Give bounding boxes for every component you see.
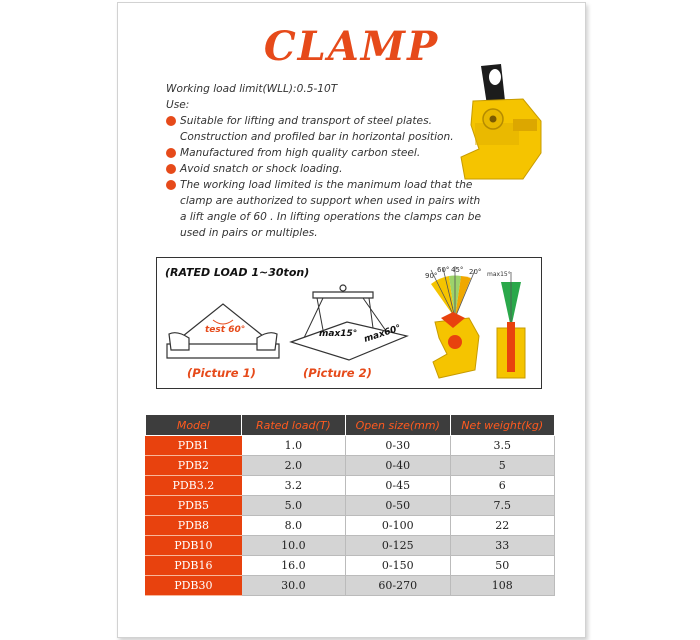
table-row — [146, 536, 555, 556]
left-clamp — [169, 333, 189, 350]
open-size-cell: 0-50 — [346, 496, 451, 516]
angle-label: 20° — [469, 268, 482, 276]
table-row — [146, 556, 555, 576]
table-row — [146, 476, 555, 496]
model-cell: PDB2 — [146, 456, 242, 476]
net-weight-cell: 3.5 — [450, 436, 554, 456]
picture2-label: (Picture 2) — [303, 366, 372, 380]
angle-label: 90° — [425, 272, 438, 280]
open-size-cell: 0-100 — [346, 516, 451, 536]
rated-load-cell: 30.0 — [241, 576, 345, 596]
net-weight-cell: 6 — [450, 476, 554, 496]
picture1-label: (Picture 1) — [187, 366, 256, 380]
bullet-text: Suitable for lifting and transport of steel plates. Construction and profiled bar in horizontal position. — [180, 115, 454, 143]
open-size-cell: 0-45 — [346, 476, 451, 496]
rated-load-cell: 5.0 — [241, 496, 345, 516]
bullet-dot-icon — [166, 148, 176, 158]
bullet-item — [166, 177, 526, 241]
table-row — [146, 516, 555, 536]
picture2-diagram — [283, 284, 413, 364]
column-header: Rated load(T) — [241, 415, 345, 436]
open-size-cell: 0-125 — [346, 536, 451, 556]
bullet-text: The working load limited is the manimum load that the clamp are authorized to support when used in pairs with a lift angle of 60 . In lifting operations the clamps can be used in pairs or multiples. — [180, 179, 481, 239]
max15-label: max15° — [319, 329, 358, 339]
rated-load-cell: 1.0 — [241, 436, 345, 456]
wll-line: Working load limit(WLL):0.5-10T — [166, 83, 338, 95]
lifting-beam — [313, 292, 373, 298]
model-cell: PDB8 — [146, 516, 242, 536]
rated-load-cell: 3.2 — [241, 476, 345, 496]
bullet-text: Avoid snatch or shock loading. — [180, 163, 343, 175]
picture1-diagram — [163, 292, 283, 362]
net-weight-cell: 5 — [450, 456, 554, 476]
side-clamp-plate — [507, 322, 515, 372]
angle-arc — [213, 320, 233, 324]
column-header: Model — [146, 415, 242, 436]
rated-load-cell: 2.0 — [241, 456, 345, 476]
net-weight-cell: 7.5 — [450, 496, 554, 516]
clamp-product-image — [453, 61, 548, 186]
open-size-cell: 60-270 — [346, 576, 451, 596]
cam-pin — [490, 116, 497, 123]
page-title: CLAMP — [263, 23, 440, 70]
column-header: Open size(mm) — [346, 415, 451, 436]
rated-load-cell: 16.0 — [241, 556, 345, 576]
model-cell: PDB10 — [146, 536, 242, 556]
rated-load-title: (RATED LOAD 1~30ton) — [165, 266, 310, 279]
bullet-dot-icon — [166, 164, 176, 174]
spec-table — [145, 414, 555, 596]
test-angle-label: test 60° — [205, 325, 246, 335]
net-weight-cell: 33 — [450, 536, 554, 556]
model-cell: PDB5 — [146, 496, 242, 516]
rated-load-cell: 10.0 — [241, 536, 345, 556]
model-cell: PDB3.2 — [146, 476, 242, 496]
angle-label: 60° — [437, 266, 450, 274]
open-size-cell: 0-150 — [346, 556, 451, 576]
net-weight-cell: 108 — [450, 576, 554, 596]
use-label: Use: — [166, 99, 190, 111]
diagram-clamp-cam — [448, 335, 462, 349]
table-row — [146, 576, 555, 596]
model-cell: PDB1 — [146, 436, 242, 456]
table-row — [146, 456, 555, 476]
angle-label: 45° — [451, 266, 464, 274]
model-cell: PDB16 — [146, 556, 242, 576]
bullet-dot-icon — [166, 180, 176, 190]
shackle-hole — [489, 69, 501, 85]
side-max-label: max15° — [487, 271, 511, 278]
net-weight-cell: 22 — [450, 516, 554, 536]
net-weight-cell: 50 — [450, 556, 554, 576]
bullet-dot-icon — [166, 116, 176, 126]
angle-diagram — [413, 262, 539, 384]
table-header-row — [146, 415, 555, 436]
column-header: Net weight(kg) — [450, 415, 554, 436]
right-clamp — [257, 333, 277, 350]
open-size-cell: 0-30 — [346, 436, 451, 456]
beam-hook — [340, 285, 346, 291]
model-cell: PDB30 — [146, 576, 242, 596]
table-row — [146, 436, 555, 456]
clamp-lever — [513, 119, 537, 131]
rated-load-cell: 8.0 — [241, 516, 345, 536]
bullet-text: Manufactured from high quality carbon steel. — [180, 147, 421, 159]
rated-load-panel — [156, 257, 542, 389]
table-row — [146, 496, 555, 516]
max60-label: max60° — [362, 323, 403, 345]
open-size-cell: 0-40 — [346, 456, 451, 476]
product-sheet — [117, 2, 586, 638]
